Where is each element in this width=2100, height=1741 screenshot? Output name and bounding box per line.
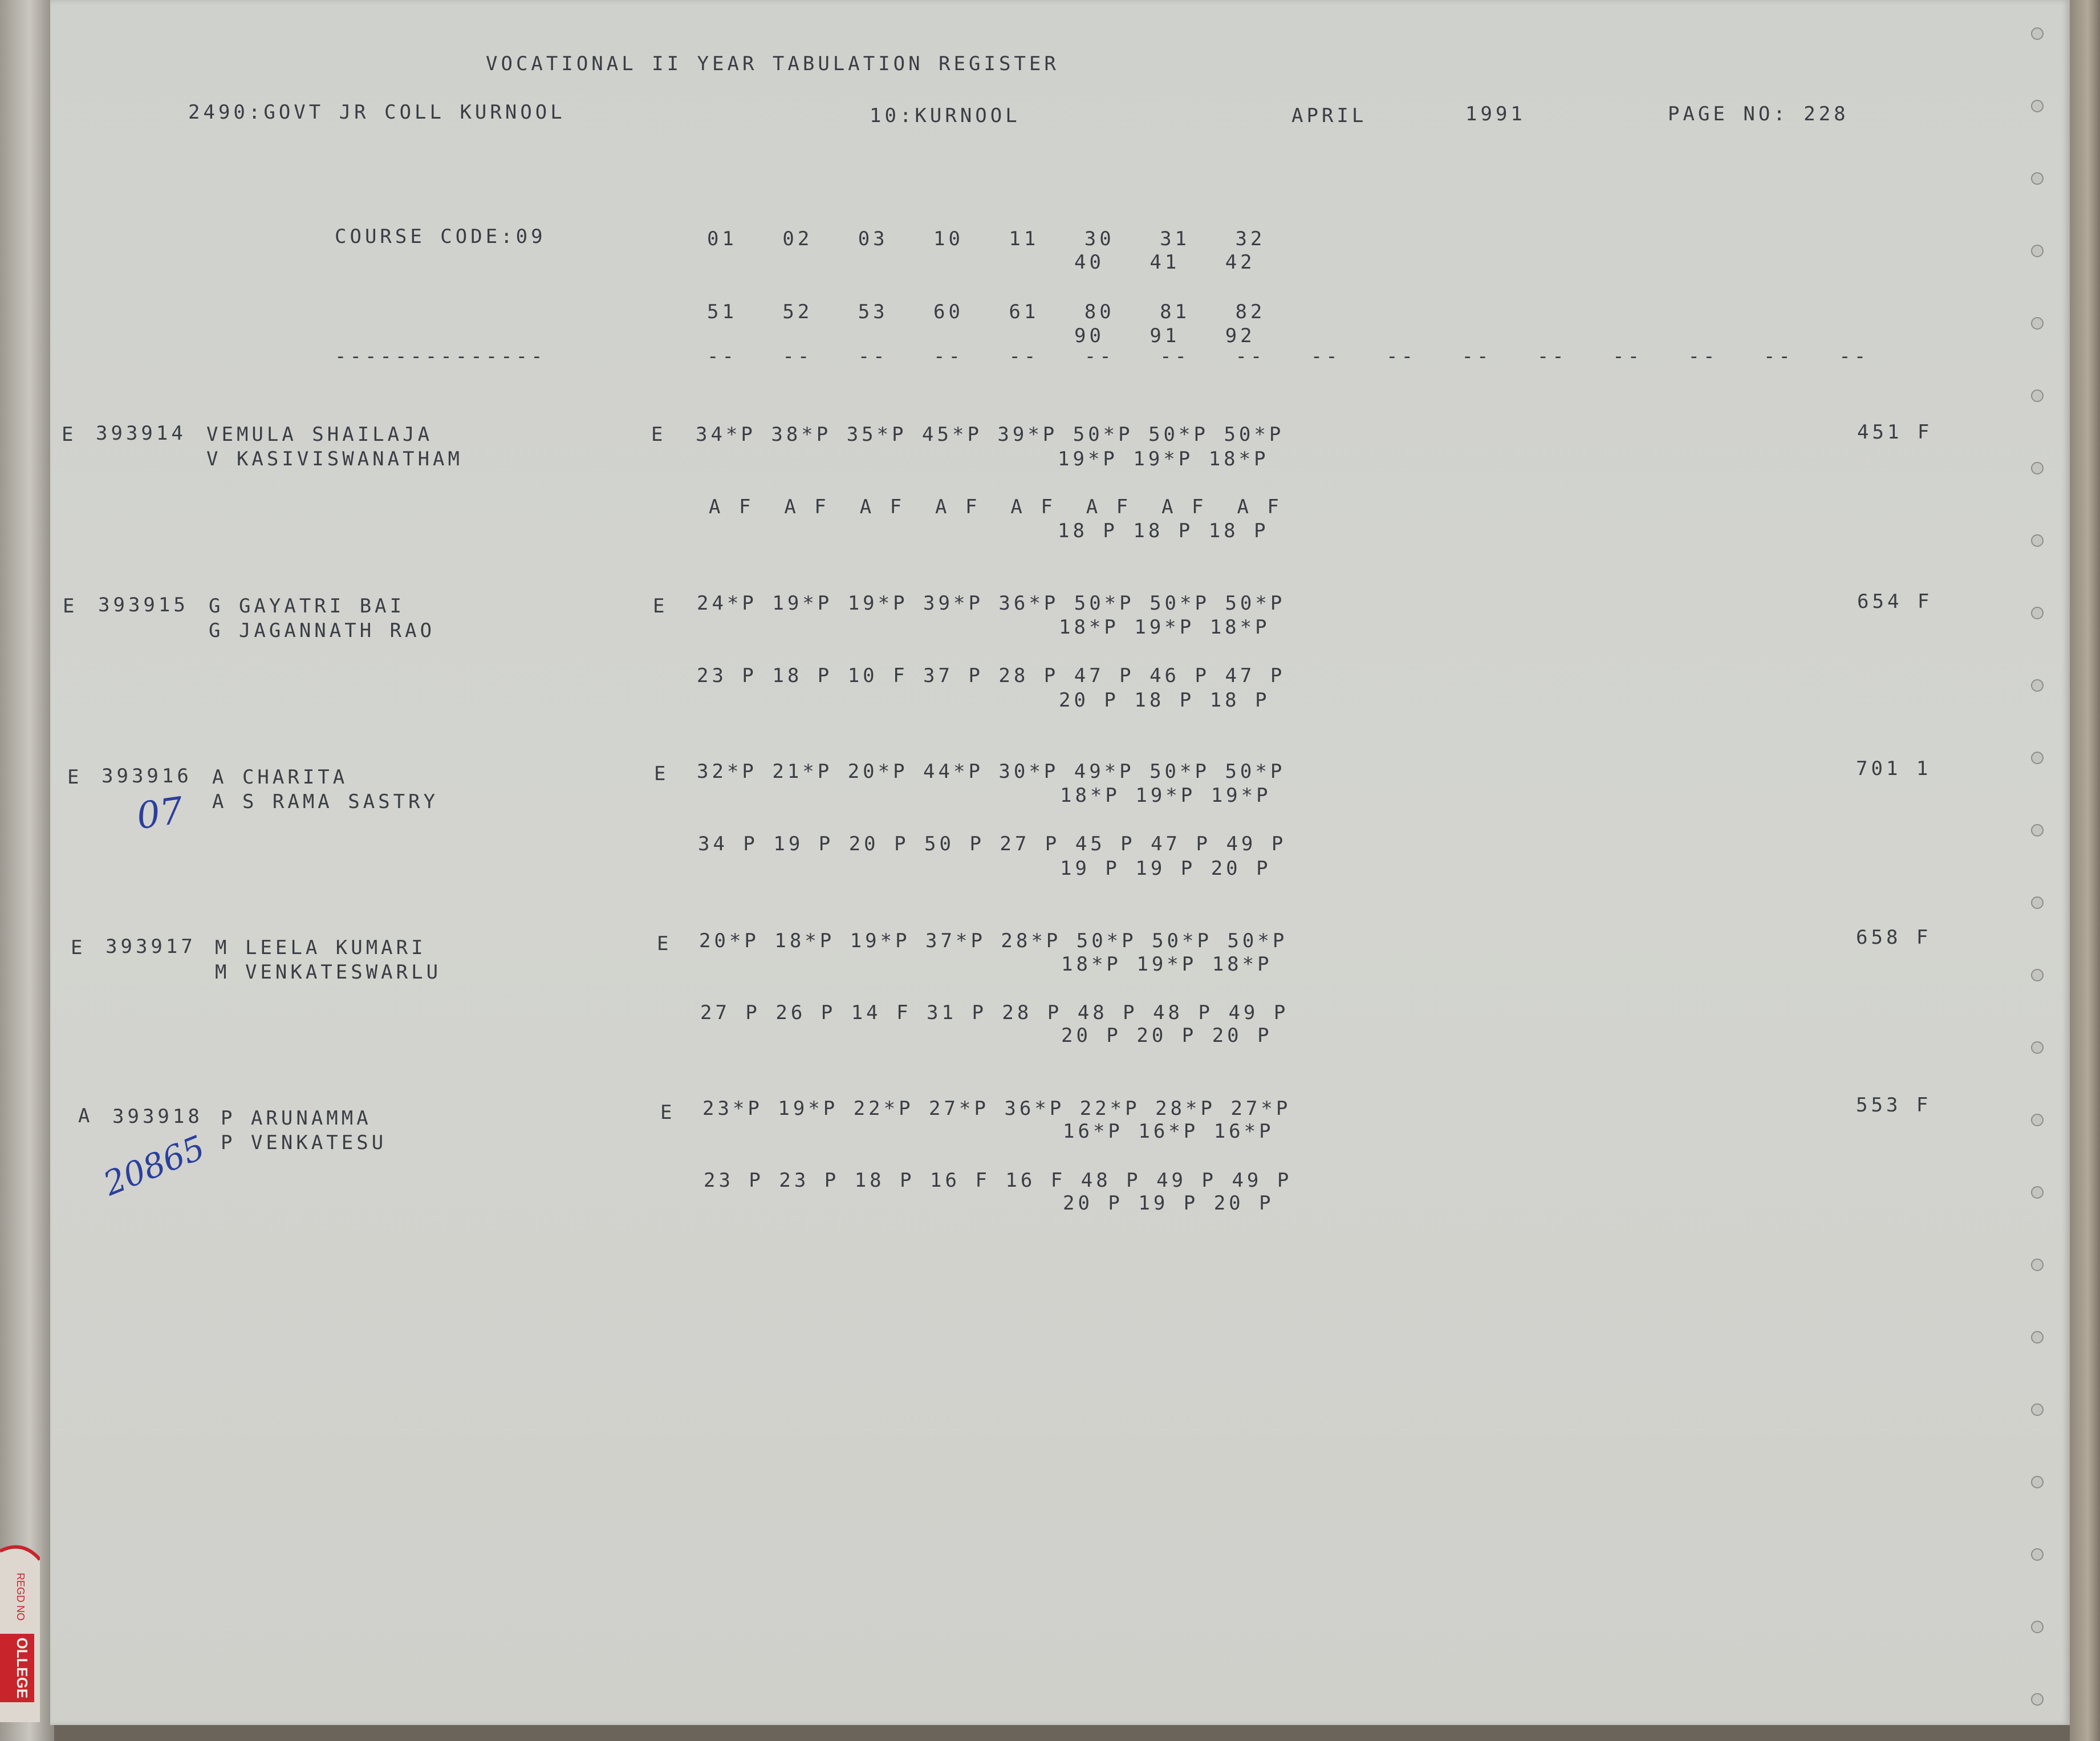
medium: E: [651, 423, 667, 446]
binder-hole: [2031, 969, 2044, 981]
marks-row1b: 19*P 19*P 18*P: [1058, 448, 1269, 470]
student-category: E: [63, 595, 78, 618]
register-title: VOCATIONAL II YEAR TABULATION REGISTER: [486, 52, 1059, 75]
medium: E: [660, 1101, 676, 1124]
student-category: E: [67, 766, 83, 789]
subject-codes-row1: 01 02 03 10 11 30 31 32: [707, 228, 1266, 250]
college-stamp: [0, 1505, 40, 1722]
marks-row2b: 18 P 18 P 18 P: [1058, 520, 1269, 542]
header-rule-left: --------------: [335, 345, 546, 368]
marks-row2: 27 P 26 P 14 F 31 P 28 P 48 P 48 P 49 P: [700, 1001, 1289, 1024]
district-name: 10:KURNOOL: [870, 104, 1021, 127]
total-result: 553 F: [1856, 1094, 1932, 1117]
subject-codes-row1b: 40 41 42: [1074, 251, 1256, 274]
exam-month: APRIL: [1291, 104, 1367, 127]
binder-hole: [2031, 100, 2044, 112]
binder-hole: [2031, 534, 2044, 547]
binder-hole: [2031, 752, 2044, 764]
svg-text:OLLEGE: OLLEGE: [14, 1637, 31, 1699]
marks-row2: 23 P 23 P 18 P 16 F 16 F 48 P 49 P 49 P: [704, 1169, 1293, 1192]
medium: E: [653, 595, 668, 618]
subject-codes-row2: 51 52 53 60 61 80 81 82: [707, 301, 1266, 323]
binder-hole: [2031, 245, 2044, 257]
binding-strip: [2070, 0, 2100, 1741]
total-result: 451 F: [1857, 421, 1933, 444]
student-category: A: [78, 1105, 94, 1127]
marks-row1b: 18*P 19*P 18*P: [1059, 616, 1270, 639]
student-reg-no: 393914: [96, 422, 186, 445]
binder-hole: [2031, 1114, 2044, 1126]
binder-hole: [2031, 1693, 2044, 1706]
marks-row2b: 20 P 19 P 20 P: [1063, 1192, 1274, 1215]
student-category: E: [71, 936, 86, 959]
exam-year: 1991: [1465, 103, 1526, 125]
marks-row2: A F A F A F A F A F A F A F A F: [709, 496, 1282, 518]
marks-row1b: 16*P 16*P 16*P: [1063, 1120, 1274, 1143]
student-reg-no: 393918: [112, 1105, 203, 1128]
student-name: VEMULA SHAILAJA: [206, 423, 433, 446]
parent-name: V KASIVISWANATHAM: [206, 448, 463, 470]
binder-hole: [2031, 607, 2044, 619]
page-number: PAGE NO: 228: [1668, 103, 1849, 125]
binder-hole: [2031, 896, 2044, 909]
marks-row1b: 18*P 19*P 18*P: [1061, 953, 1273, 976]
total-result: 701 1: [1856, 757, 1932, 780]
parent-name: M VENKATESWARLU: [215, 961, 442, 984]
total-result: 658 F: [1856, 926, 1932, 949]
parent-name: P VENKATESU: [221, 1131, 387, 1154]
medium: E: [657, 932, 672, 955]
marks-row1: 34*P 38*P 35*P 45*P 39*P 50*P 50*P 50*P: [696, 423, 1285, 446]
parent-name: G JAGANNATH RAO: [209, 619, 436, 642]
marks-row1: 23*P 19*P 22*P 27*P 36*P 22*P 28*P 27*P: [702, 1097, 1291, 1120]
svg-text:REGD NO: REGD NO: [15, 1572, 26, 1621]
marks-row1: 32*P 21*P 20*P 44*P 30*P 49*P 50*P 50*P: [697, 760, 1286, 783]
student-reg-no: 393915: [98, 594, 189, 616]
binder-hole: [2031, 1403, 2044, 1416]
student-name: M LEELA KUMARI: [215, 936, 427, 959]
binder-hole: [2031, 1041, 2044, 1054]
total-result: 654 F: [1857, 590, 1933, 613]
marks-row1: 20*P 18*P 19*P 37*P 28*P 50*P 50*P 50*P: [699, 930, 1288, 952]
marks-row1: 24*P 19*P 19*P 39*P 36*P 50*P 50*P 50*P: [697, 592, 1286, 615]
marks-row2b: 20 P 20 P 20 P: [1061, 1024, 1273, 1047]
binder-hole: [2031, 172, 2044, 185]
binder-hole: [2031, 824, 2044, 837]
student-reg-no: 393917: [105, 935, 196, 958]
marks-row1b: 18*P 19*P 19*P: [1060, 784, 1272, 807]
marks-row2: 34 P 19 P 20 P 50 P 27 P 45 P 47 P 49 P: [698, 833, 1287, 855]
binder-hole: [2031, 1186, 2044, 1199]
student-category: E: [62, 423, 77, 446]
college-name: 2490:GOVT JR COLL KURNOOL: [188, 101, 566, 124]
marks-row2b: 19 P 19 P 20 P: [1060, 857, 1272, 880]
binder-hole: [2031, 389, 2044, 402]
facing-page-edge: [0, 0, 54, 1741]
medium: E: [654, 762, 669, 785]
course-code: COURSE CODE:09: [335, 225, 546, 248]
binder-hole: [2031, 27, 2044, 40]
student-reg-no: 393916: [101, 765, 192, 788]
student-name: P ARUNAMMA: [221, 1107, 372, 1130]
binder-hole: [2031, 1259, 2044, 1271]
student-name: G GAYATRI BAI: [209, 595, 405, 618]
binder-hole: [2031, 1621, 2044, 1633]
parent-name: A S RAMA SASTRY: [212, 790, 439, 813]
header-rule-right: -- -- -- -- -- -- -- -- -- -- -- -- -- -- -- --: [707, 345, 1870, 368]
binder-hole: [2031, 462, 2044, 474]
handwritten-note: 07: [134, 789, 186, 838]
binder-hole: [2031, 679, 2044, 692]
binder-hole: [2031, 317, 2044, 330]
handwritten-note: 20865: [98, 1127, 210, 1204]
binder-hole: [2031, 1548, 2044, 1561]
marks-row2: 23 P 18 P 10 F 37 P 28 P 47 P 46 P 47 P: [697, 664, 1286, 687]
binder-hole: [2031, 1476, 2044, 1488]
student-name: A CHARITA: [212, 766, 348, 789]
binder-hole: [2031, 1331, 2044, 1344]
subject-codes-row2b: 90 91 92: [1074, 324, 1256, 347]
marks-row2b: 20 P 18 P 18 P: [1059, 689, 1270, 712]
